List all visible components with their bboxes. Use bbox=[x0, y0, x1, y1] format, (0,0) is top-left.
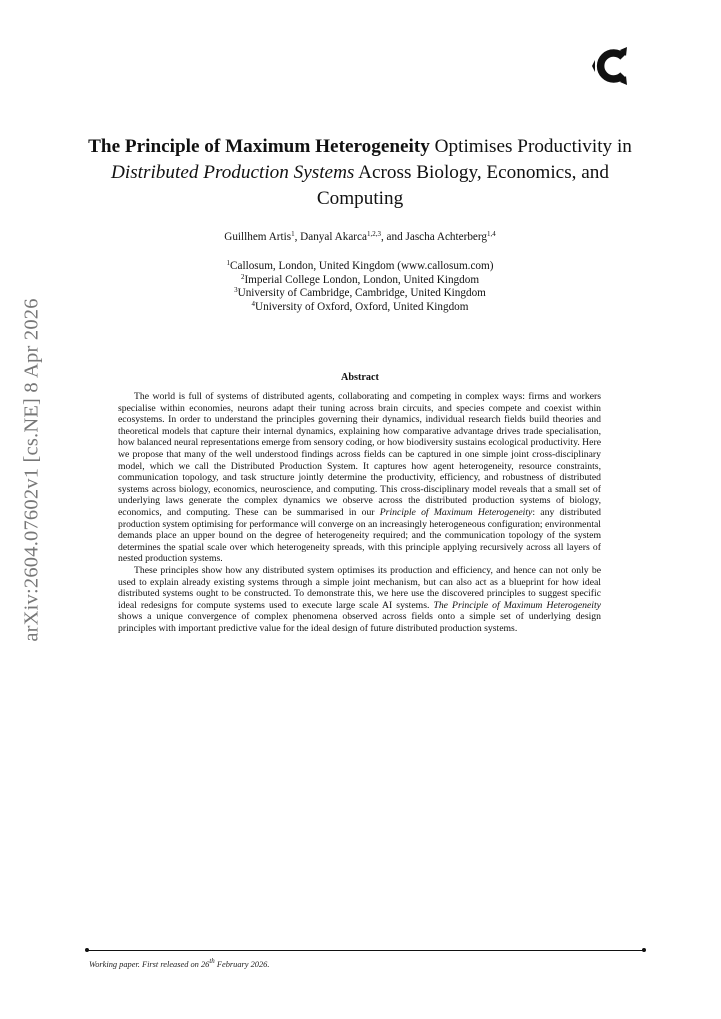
author-affiliation-mark: 1,2,3 bbox=[366, 230, 381, 238]
affiliation-mark: 2 bbox=[240, 272, 245, 281]
author-affiliation-mark: 1,4 bbox=[487, 230, 496, 238]
affiliation-mark: 1 bbox=[226, 259, 231, 267]
author-list bbox=[80, 230, 640, 244]
affiliation-text: Callosum, London, United Kingdom (www.callosum.com) bbox=[230, 260, 494, 272]
footer-note bbox=[89, 957, 270, 969]
abstract-paragraph-1 bbox=[118, 391, 601, 565]
author-name: Jascha Achterberg bbox=[405, 231, 487, 243]
affiliation-line bbox=[80, 301, 640, 315]
affiliation-line bbox=[80, 260, 640, 274]
abstract-text: shows a unique convergence of complex phenomena observed across fields onto a simple set of underlying design principles with important predictive value for the ideal design of future distributed production systems. bbox=[118, 611, 601, 634]
footer-rule bbox=[87, 950, 644, 951]
footer-text: Working paper. First released on 26 bbox=[89, 960, 210, 969]
abstract-text: The world is full of systems of distributed agents, collaborating and competing in complex ways: firms and workers specialise within economies, neurons adapt their tuning across brain circuits, and species compete and coexist within ecosystems. In order to understand the principles governing their dynamics, individual research fields build theories and theoretical models that capture their internal dynamics, explaining how comparative advantage drives trade specialisation, how balanced neural representations emerge from sensory coding, or how biodiversity sustains ecological productivity. Here we propose that many of the well understood findings across fields can be captured in one simple joint cross-disciplinary model, which we call the Distributed Production System. It captures how agent heterogeneity, resource constraints, communication topology, and task structure jointly determine the productivity, efficiency, and robustness of distributed systems across biology, economics, neuroscience, and computing. This cross-disciplinary model reveals that a small set of underlying laws generate the complex dynamics we observe across the distributed production systems of biology, economics, and computing. These can be summarised in our bbox=[118, 391, 601, 518]
title-part-2: Across Biology, Economics, and Computing bbox=[316, 162, 609, 209]
title-part-1: Optimises Productivity in bbox=[429, 136, 632, 157]
abstract-heading: Abstract bbox=[341, 372, 379, 383]
title-bold-part: The Principle of Maximum Heterogeneity bbox=[88, 136, 430, 157]
author-separator: , bbox=[294, 231, 301, 243]
footer-ordinal: th bbox=[209, 957, 215, 965]
affiliation-line bbox=[80, 287, 640, 301]
abstract-body bbox=[118, 391, 601, 634]
arxiv-identifier-stamp: arXiv:2604.07602v1 [cs.NE] 8 Apr 2026 bbox=[20, 298, 43, 642]
affiliation-text: University of Cambridge, Cambridge, United Kingdom bbox=[237, 287, 486, 300]
affiliation-mark: 4 bbox=[251, 300, 256, 309]
abstract-emphasis: The Principle of Maximum Heterogeneity bbox=[433, 599, 601, 611]
author-separator: , and bbox=[380, 231, 406, 243]
affiliation-list bbox=[80, 260, 640, 315]
author-name: Danyal Akarca bbox=[300, 231, 367, 243]
abstract-text: These principles show how any distributed system optimises its production and efficiency, and hence can not only be used to explain already existing systems through a simple joint mechanism, but can also act as a blueprint for how ideal distributed systems ought to be constructed. To demonstrate this, we here use the discovered principles to suggest specific ideal redesigns for compute systems used to execute large scale AI systems. bbox=[118, 564, 601, 611]
callosum-logo-icon bbox=[591, 45, 633, 87]
affiliation-line bbox=[80, 274, 640, 288]
title-italic-part: Distributed Production Systems bbox=[111, 162, 355, 183]
abstract-emphasis: Principle of Maximum Heterogeneity bbox=[379, 506, 533, 518]
footer-text: February 2026. bbox=[214, 960, 270, 969]
abstract-text: : any distributed production system optimising for performance will converge on an increasingly heterogeneous configuration; environmental demands place an upper bound on the degree of heterogeneity required; and the communication topology of the system determines the spatial scale over which heterogeneity spreads, with this principle applying recursively across all layers of nested production systems. bbox=[118, 506, 601, 565]
affiliation-mark: 3 bbox=[234, 286, 238, 295]
affiliation-text: University of Oxford, Oxford, United Kingdom bbox=[255, 301, 469, 314]
paper-title bbox=[80, 134, 640, 212]
affiliation-text: Imperial College London, London, United Kingdom bbox=[244, 273, 480, 286]
abstract-paragraph-2 bbox=[118, 565, 601, 635]
author-affiliation-mark: 1 bbox=[291, 230, 295, 238]
author-name: Guillhem Artis bbox=[224, 231, 292, 243]
